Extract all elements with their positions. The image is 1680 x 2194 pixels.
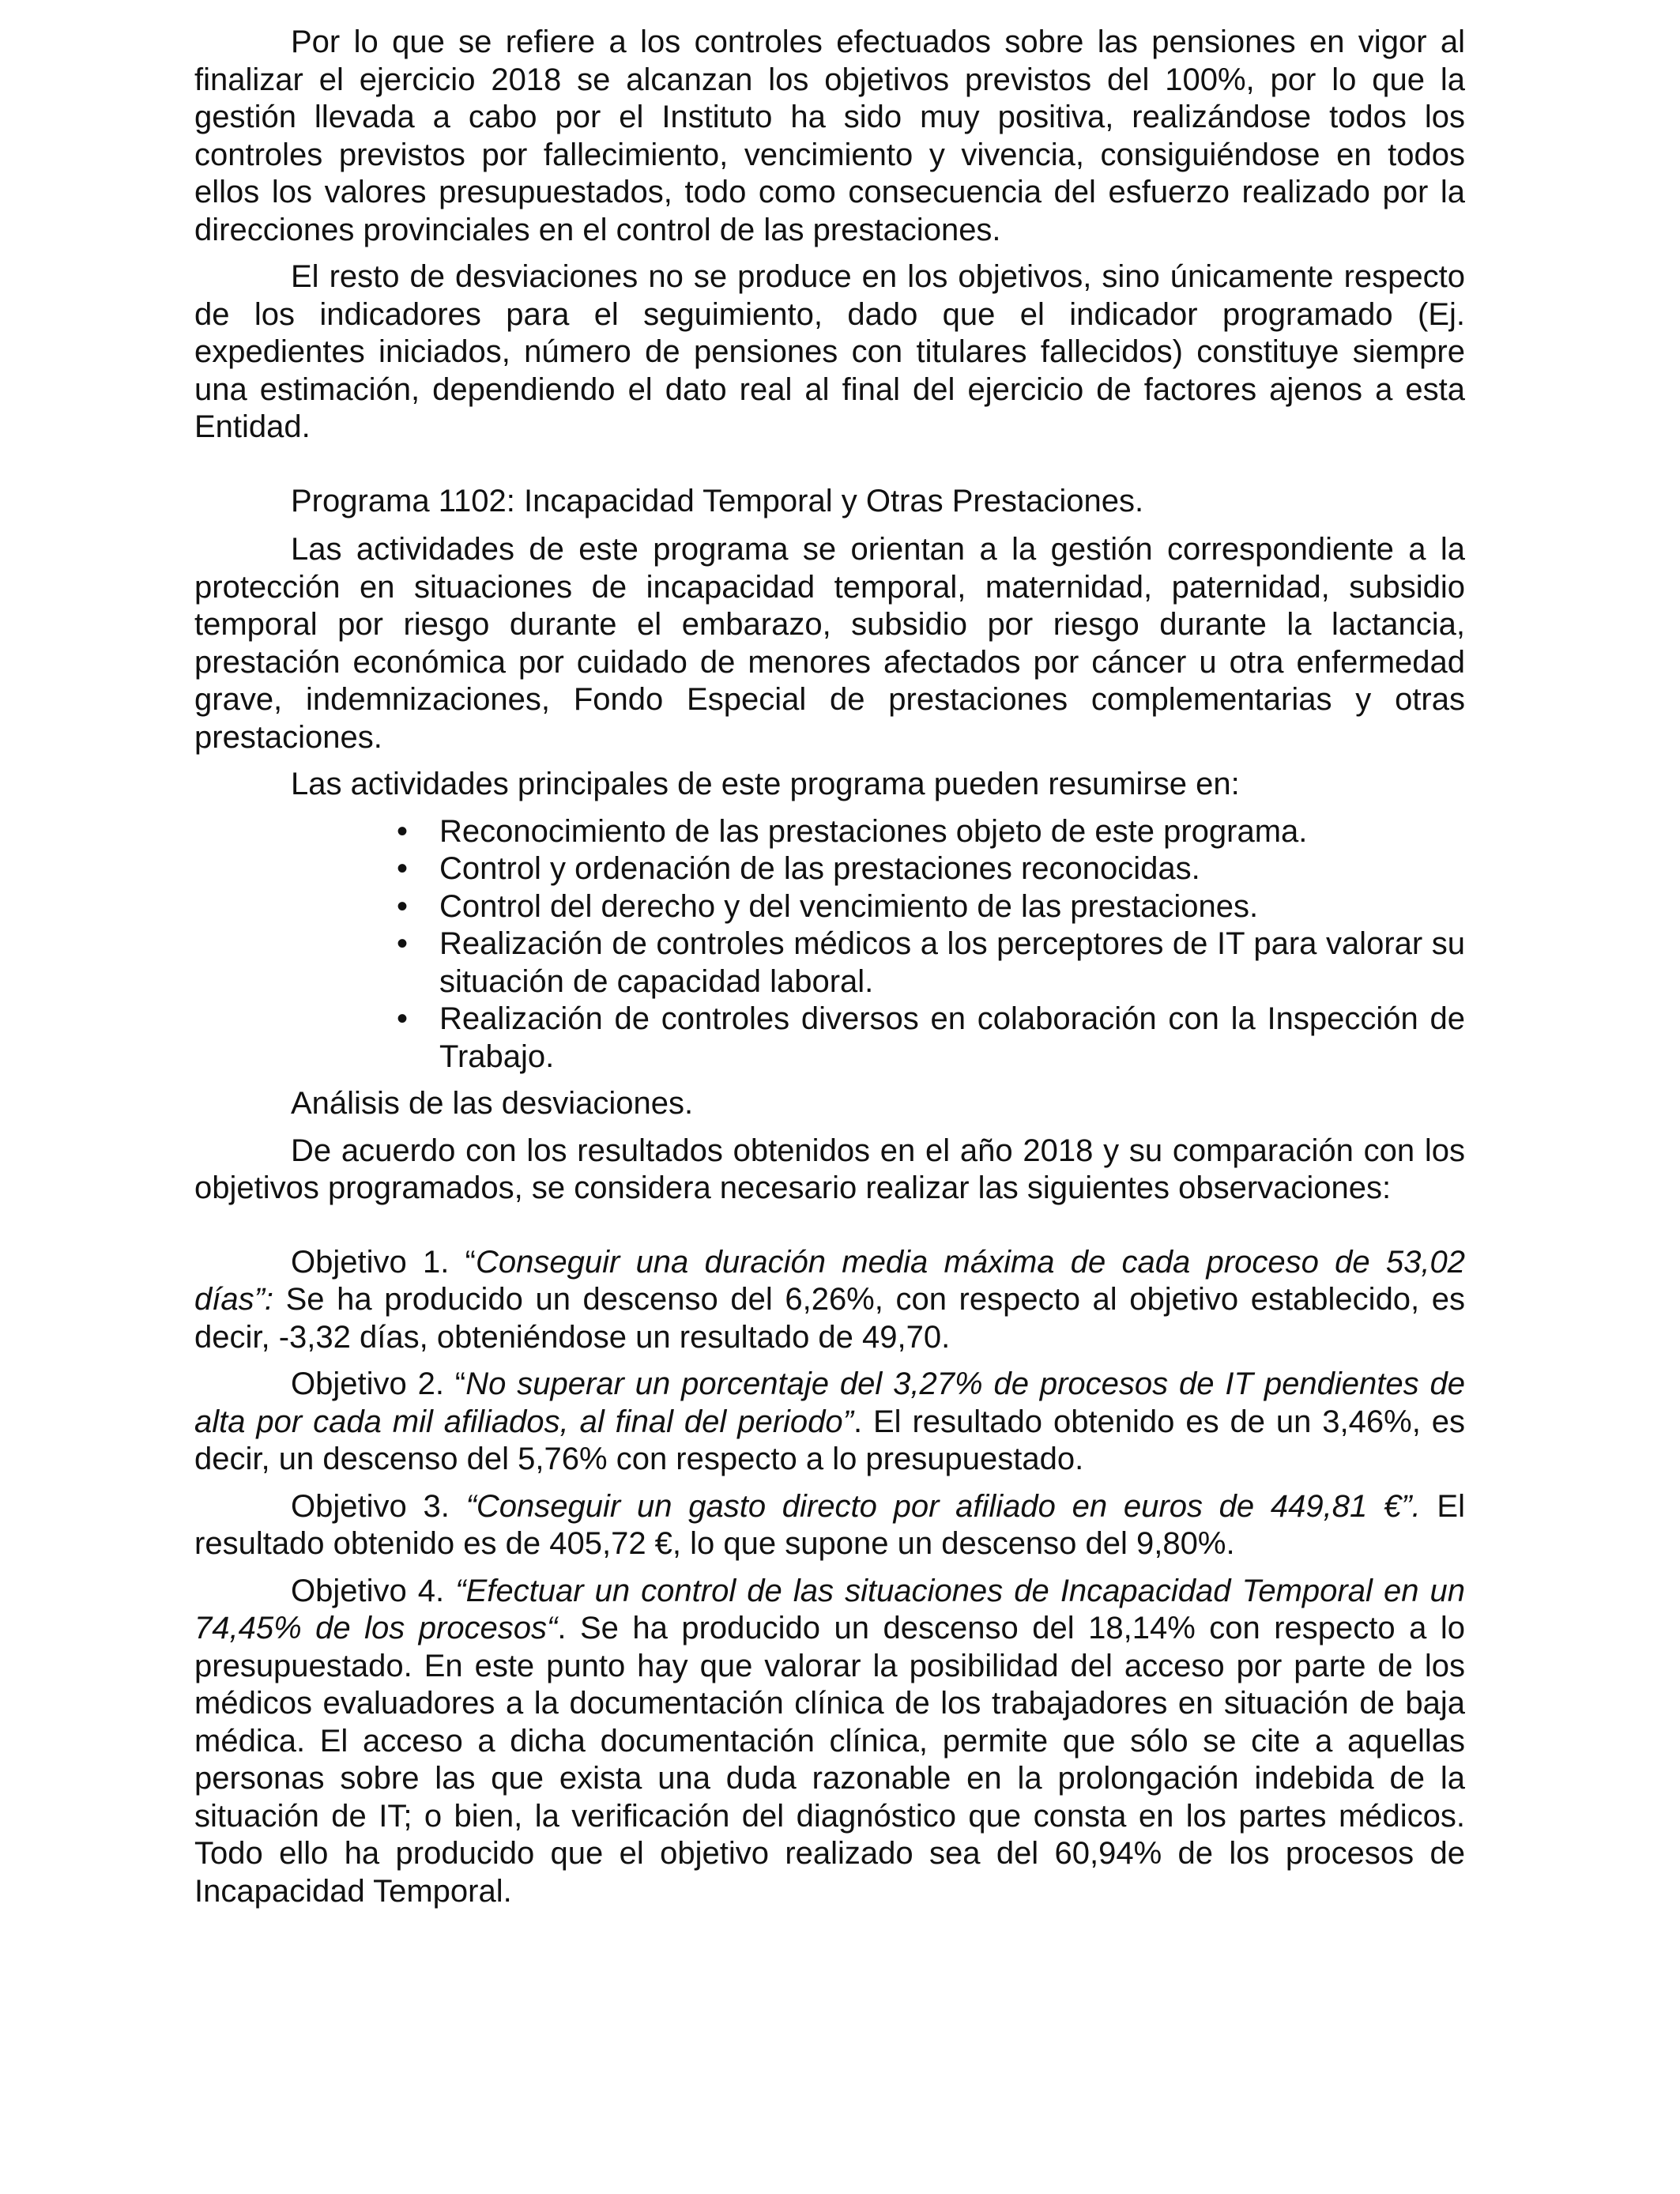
bullet-marker: • <box>397 851 409 886</box>
objective-1 <box>194 1244 1465 1357</box>
objective-result: . El resultado obtenido es de un 3,46%, es decir, un descenso del 5,76% con respecto a lo presupuestado. <box>194 1404 1465 1476</box>
bullet-marker: • <box>397 1001 409 1036</box>
objective-lead: Objetivo 3. <box>291 1488 466 1524</box>
program-heading: Programa 1102: Incapacidad Temporal y Otras Prestaciones. <box>291 483 1144 518</box>
list-item-text: Control y ordenación de las prestaciones reconocidas. <box>439 851 1200 886</box>
list-item <box>318 850 1465 888</box>
objective-lead: Objetivo 4. <box>291 1573 456 1608</box>
objective-lead: Objetivo 1. “ <box>291 1244 476 1280</box>
objective-result: El resultado obtenido es de 405,72 €, lo que supone un descenso del 9,80%. <box>194 1488 1465 1561</box>
list-item <box>318 813 1465 851</box>
objective-4 <box>194 1573 1465 1911</box>
paragraph-pensions-controls: Por lo que se refiere a los controles efectuados sobre las pensiones en vigor al finalizar el ejercicio 2018 se alcanzan los objetivos previstos del 100%, por lo que la gestión llevada a cabo por el Instituto ha sido muy positiva, realizándose todos los controles previstos por fallecimiento, vencimiento y vivencia, consiguiéndose en todos ellos los valores presupuestados, todo como consecuencia del esfuerzo realizado por la direcciones provinciales en el control de las prestaciones. <box>194 25 1465 247</box>
paragraph-analysis-intro: De acuerdo con los resultados obtenidos en el año 2018 y su comparación con los objetivos programados, se considera necesario realizar las siguientes observaciones: <box>194 1133 1465 1205</box>
list-item <box>318 925 1465 1001</box>
objective-2 <box>194 1366 1465 1479</box>
list-item-text: Reconocimiento de las prestaciones objeto de este programa. <box>439 813 1308 849</box>
objective-statement: No superar un porcentaje del 3,27% de procesos de IT pendientes de alta por cada mil afiliados, al final del periodo” <box>194 1367 1465 1439</box>
paragraph-deviations: El resto de desviaciones no se produce en los objetivos, sino únicamente respecto de los indicadores para el seguimiento, dado que el indicador programado (Ej. expedientes iniciados, número de pensiones con titulares fallecidos) constituye siempre una estimación, dependiendo el dato real al final del ejercicio de factores ajenos a esta Entidad. <box>194 259 1465 444</box>
analysis-label: Análisis de las desviaciones. <box>291 1086 694 1121</box>
bullet-marker: • <box>397 926 409 961</box>
objective-3 <box>194 1488 1465 1563</box>
list-item <box>318 888 1465 926</box>
paragraph-program-description: Las actividades de este programa se orientan a la gestión correspondiente a la protección en situaciones de incapacidad temporal, maternidad, paternidad, subsidio temporal por riesgo durante el embarazo, subsidio por riesgo durante la lactancia, prestación económica por cuidado de menores afectados por cáncer u otra enfermedad grave, indemnizaciones, Fondo Especial de prestaciones complementarias y otras prestaciones. <box>194 532 1465 755</box>
objective-statement: “Efectuar un control de las situaciones de Incapacidad Temporal en un 74,45% de los procesos“ <box>194 1573 1466 1646</box>
paragraph-activities-intro: Las actividades principales de este programa pueden resumirse en: <box>291 767 1240 801</box>
list-item <box>318 1001 1465 1076</box>
list-item-text: Realización de controles diversos en colaboración con la Inspección de Trabajo. <box>439 1001 1465 1074</box>
activities-list <box>194 813 1465 1076</box>
bullet-marker: • <box>397 888 409 924</box>
objective-result: . Se ha producido un descenso del 18,14% con respecto a lo presupuestado. En este punto hay que valorar la posibilidad del acceso por parte de los médicos evaluadores a la documentación clínica de los trabajadores en situación de baja médica. El acceso a dicha documentación clínica, permite que sólo se cite a aquellas personas sobre las que exista una duda razonable en la prolongación indebida de la situación de IT; o bien, la verificación del diagnóstico que consta en los partes médicos. Todo ello ha producido que el objetivo realizado sea del 60,94% de los procesos de Incapacidad Temporal. <box>194 1611 1465 1909</box>
objective-statement: Conseguir una duración media máxima de cada proceso de 53,02 días”: <box>194 1244 1465 1317</box>
list-item-text: Realización de controles médicos a los perceptores de IT para valorar su situación de capacidad laboral. <box>439 926 1465 999</box>
objective-statement: “Conseguir un gasto directo por afiliado en euros de 449,81 €”. <box>465 1488 1421 1524</box>
document-page <box>194 24 1465 1920</box>
bullet-marker: • <box>397 813 409 849</box>
objective-lead: Objetivo 2. “ <box>291 1367 466 1401</box>
list-item-text: Control del derecho y del vencimiento de las prestaciones. <box>439 888 1259 924</box>
objective-result: Se ha producido un descenso del 6,26%, con respecto al objetivo establecido, es decir, -3,32 días, obteniéndose un resultado de 49,70. <box>194 1282 1465 1355</box>
